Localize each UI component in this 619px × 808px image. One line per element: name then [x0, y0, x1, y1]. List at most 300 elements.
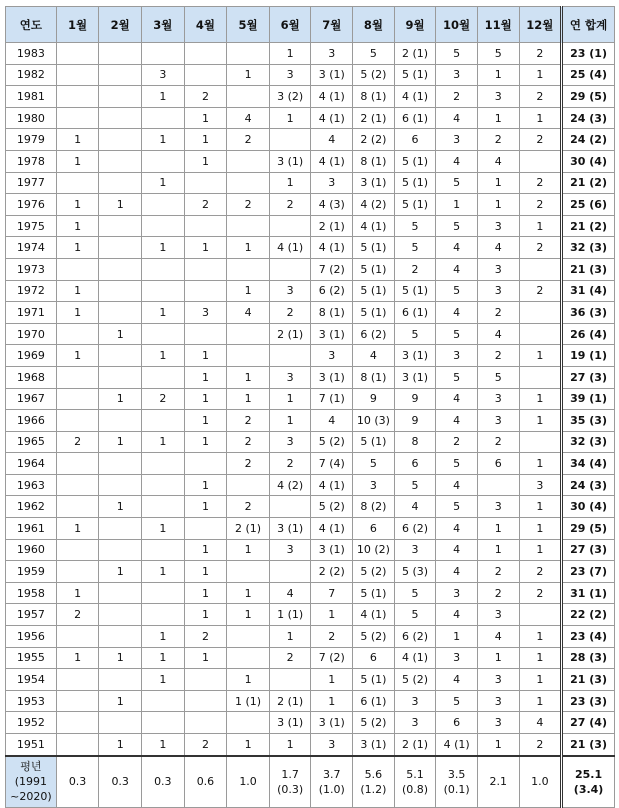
month-count-cell: 4	[477, 150, 519, 172]
month-count-cell: 3 (1)	[353, 172, 395, 194]
table-row	[6, 366, 615, 388]
month-count-cell: 1	[269, 172, 311, 194]
month-count-cell	[56, 410, 99, 432]
month-count-cell: 1	[184, 604, 227, 626]
year-cell: 1975	[6, 215, 57, 237]
table-row	[6, 712, 615, 734]
month-count-cell: 1	[142, 518, 185, 540]
month-count-cell: 1	[99, 496, 142, 518]
month-count-cell: 4	[394, 496, 436, 518]
month-count-cell	[99, 258, 142, 280]
month-count-cell: 1	[99, 647, 142, 669]
header-month: 8월	[353, 7, 395, 43]
month-count-cell	[99, 172, 142, 194]
month-count-cell: 1	[227, 388, 270, 410]
month-count-cell: 3	[436, 129, 478, 151]
table-row	[6, 647, 615, 669]
month-count-cell: 5 (1)	[353, 280, 395, 302]
month-count-cell	[56, 474, 99, 496]
month-count-cell	[184, 43, 227, 65]
month-count-cell: 3	[477, 604, 519, 626]
month-count-cell: 3	[311, 172, 353, 194]
table-row	[6, 345, 615, 367]
month-count-cell: 5	[436, 496, 478, 518]
month-count-cell: 3 (1)	[311, 64, 353, 86]
month-count-cell: 1	[227, 669, 270, 691]
month-count-cell: 1	[56, 518, 99, 540]
annual-total-cell: 24 (2)	[562, 129, 615, 151]
month-count-cell: 8 (1)	[311, 302, 353, 324]
month-count-cell: 6	[353, 518, 395, 540]
month-count-cell: 2	[184, 626, 227, 648]
year-cell: 1959	[6, 561, 57, 583]
month-count-cell: 3	[269, 431, 311, 453]
annual-total-cell: 31 (1)	[562, 582, 615, 604]
month-count-cell: 9	[394, 410, 436, 432]
month-count-cell	[142, 258, 185, 280]
annual-total-cell: 27 (3)	[562, 366, 615, 388]
month-count-cell: 3	[477, 669, 519, 691]
month-count-cell: 1	[477, 64, 519, 86]
typhoon-frequency-table	[5, 6, 615, 808]
month-count-cell: 3	[142, 64, 185, 86]
month-count-cell: 6 (2)	[353, 323, 395, 345]
month-count-cell: 4 (1)	[311, 107, 353, 129]
month-count-cell: 2	[519, 194, 562, 216]
month-count-cell	[227, 712, 270, 734]
month-count-cell: 5 (1)	[394, 280, 436, 302]
year-cell: 1969	[6, 345, 57, 367]
year-cell: 1973	[6, 258, 57, 280]
month-count-cell	[184, 172, 227, 194]
month-count-cell: 1	[477, 194, 519, 216]
annual-total-cell: 21 (2)	[562, 215, 615, 237]
year-cell: 1972	[6, 280, 57, 302]
header-annual-total: 연 합계	[562, 7, 615, 43]
month-count-cell	[56, 258, 99, 280]
month-count-cell	[227, 215, 270, 237]
month-count-cell: 5 (1)	[394, 150, 436, 172]
month-count-cell	[56, 366, 99, 388]
table-row	[6, 518, 615, 540]
year-cell: 1981	[6, 86, 57, 108]
month-count-cell: 3 (1)	[394, 345, 436, 367]
month-count-cell: 1	[142, 734, 185, 756]
month-count-cell: 2	[311, 626, 353, 648]
month-count-cell: 5 (2)	[311, 496, 353, 518]
average-month-cell: 5.1 (0.8)	[394, 756, 436, 808]
month-count-cell: 4 (1)	[269, 237, 311, 259]
annual-total-cell: 21 (3)	[562, 258, 615, 280]
month-count-cell	[99, 474, 142, 496]
month-count-cell: 4 (2)	[269, 474, 311, 496]
month-count-cell	[142, 150, 185, 172]
month-count-cell: 5 (1)	[353, 431, 395, 453]
month-count-cell: 2 (1)	[394, 43, 436, 65]
year-cell: 1962	[6, 496, 57, 518]
month-count-cell: 5 (2)	[353, 561, 395, 583]
table-row	[6, 237, 615, 259]
year-cell: 1980	[6, 107, 57, 129]
year-cell: 1961	[6, 518, 57, 540]
month-count-cell: 10 (2)	[353, 539, 395, 561]
month-count-cell: 4	[269, 582, 311, 604]
month-count-cell	[99, 626, 142, 648]
header-year: 연도	[6, 7, 57, 43]
month-count-cell: 4 (1)	[311, 150, 353, 172]
month-count-cell: 1	[184, 647, 227, 669]
table-footer	[6, 756, 615, 808]
month-count-cell: 2	[519, 582, 562, 604]
month-count-cell: 1	[227, 64, 270, 86]
month-count-cell: 5	[394, 323, 436, 345]
month-count-cell: 2	[436, 431, 478, 453]
month-count-cell	[269, 669, 311, 691]
month-count-cell: 1	[184, 561, 227, 583]
month-count-cell: 4	[227, 107, 270, 129]
month-count-cell: 5	[477, 43, 519, 65]
month-count-cell: 5 (1)	[353, 669, 395, 691]
average-month-cell: 1.0	[519, 756, 562, 808]
month-count-cell	[184, 690, 227, 712]
month-count-cell: 6 (1)	[394, 302, 436, 324]
month-count-cell: 1	[227, 366, 270, 388]
month-count-cell: 2 (2)	[311, 561, 353, 583]
month-count-cell: 1	[227, 539, 270, 561]
month-count-cell: 4	[477, 323, 519, 345]
month-count-cell: 4	[436, 604, 478, 626]
month-count-cell: 9	[353, 388, 395, 410]
month-count-cell: 1	[477, 539, 519, 561]
month-count-cell: 3	[477, 690, 519, 712]
table-row	[6, 64, 615, 86]
month-count-cell	[269, 496, 311, 518]
annual-total-cell: 19 (1)	[562, 345, 615, 367]
month-count-cell	[56, 669, 99, 691]
month-count-cell: 4 (2)	[353, 194, 395, 216]
month-count-cell: 1	[56, 129, 99, 151]
month-count-cell	[184, 518, 227, 540]
header-month: 5월	[227, 7, 270, 43]
year-cell: 1955	[6, 647, 57, 669]
month-count-cell: 4	[436, 518, 478, 540]
month-count-cell: 5	[436, 43, 478, 65]
month-count-cell	[142, 474, 185, 496]
month-count-cell: 1	[142, 345, 185, 367]
annual-total-cell: 35 (3)	[562, 410, 615, 432]
table-row	[6, 626, 615, 648]
annual-total-cell: 28 (3)	[562, 647, 615, 669]
month-count-cell: 7 (2)	[311, 258, 353, 280]
table-row	[6, 388, 615, 410]
month-count-cell	[56, 734, 99, 756]
month-count-cell	[184, 323, 227, 345]
header-month: 12월	[519, 7, 562, 43]
month-count-cell: 1	[184, 150, 227, 172]
annual-total-cell: 36 (3)	[562, 302, 615, 324]
month-count-cell	[227, 323, 270, 345]
table-row	[6, 107, 615, 129]
month-count-cell: 3	[477, 410, 519, 432]
month-count-cell: 3	[477, 496, 519, 518]
month-count-cell: 3	[436, 64, 478, 86]
month-count-cell: 4	[436, 561, 478, 583]
month-count-cell: 2	[142, 388, 185, 410]
table-row	[6, 539, 615, 561]
month-count-cell: 2	[227, 431, 270, 453]
month-count-cell	[142, 496, 185, 518]
month-count-cell	[142, 453, 185, 475]
table-row	[6, 215, 615, 237]
month-count-cell: 5	[477, 366, 519, 388]
month-count-cell: 3 (1)	[353, 734, 395, 756]
month-count-cell	[99, 410, 142, 432]
month-count-cell	[227, 626, 270, 648]
month-count-cell: 3	[311, 43, 353, 65]
month-count-cell: 2	[56, 431, 99, 453]
month-count-cell: 7	[311, 582, 353, 604]
month-count-cell: 3 (1)	[311, 712, 353, 734]
month-count-cell: 5	[394, 474, 436, 496]
month-count-cell: 4	[519, 712, 562, 734]
month-count-cell: 2 (1)	[394, 734, 436, 756]
month-count-cell: 1	[142, 647, 185, 669]
header-month: 2월	[99, 7, 142, 43]
table-row	[6, 43, 615, 65]
month-count-cell: 2	[184, 86, 227, 108]
month-count-cell: 3	[184, 302, 227, 324]
table-row	[6, 604, 615, 626]
month-count-cell: 4 (1)	[394, 647, 436, 669]
month-count-cell	[99, 280, 142, 302]
month-count-cell: 5 (3)	[394, 561, 436, 583]
month-count-cell	[99, 43, 142, 65]
month-count-cell: 1	[142, 302, 185, 324]
month-count-cell: 3	[477, 712, 519, 734]
month-count-cell: 3	[394, 539, 436, 561]
annual-total-cell: 25 (6)	[562, 194, 615, 216]
table-row	[6, 129, 615, 151]
month-count-cell: 3	[519, 474, 562, 496]
month-count-cell: 5	[436, 280, 478, 302]
annual-total-cell: 23 (7)	[562, 561, 615, 583]
month-count-cell: 4	[353, 345, 395, 367]
month-count-cell: 4	[436, 302, 478, 324]
month-count-cell	[269, 129, 311, 151]
month-count-cell: 3 (2)	[269, 86, 311, 108]
month-count-cell: 1	[269, 43, 311, 65]
table-row	[6, 410, 615, 432]
month-count-cell: 4	[436, 669, 478, 691]
month-count-cell: 5	[436, 690, 478, 712]
month-count-cell: 2	[56, 604, 99, 626]
month-count-cell	[142, 107, 185, 129]
annual-total-cell: 26 (4)	[562, 323, 615, 345]
month-count-cell	[142, 280, 185, 302]
month-count-cell	[184, 64, 227, 86]
table-row	[6, 669, 615, 691]
month-count-cell: 1	[519, 453, 562, 475]
month-count-cell: 4 (1)	[353, 604, 395, 626]
month-count-cell: 2	[519, 237, 562, 259]
month-count-cell: 1	[142, 431, 185, 453]
month-count-cell	[56, 453, 99, 475]
month-count-cell: 1	[519, 626, 562, 648]
month-count-cell: 1	[184, 410, 227, 432]
month-count-cell: 1	[142, 669, 185, 691]
month-count-cell: 3	[477, 258, 519, 280]
month-count-cell	[142, 539, 185, 561]
month-count-cell: 1	[184, 539, 227, 561]
month-count-cell: 1	[184, 388, 227, 410]
annual-total-cell: 22 (2)	[562, 604, 615, 626]
month-count-cell: 2	[269, 194, 311, 216]
month-count-cell	[56, 626, 99, 648]
month-count-cell: 1	[184, 431, 227, 453]
month-count-cell: 3 (1)	[269, 150, 311, 172]
month-count-cell	[99, 345, 142, 367]
month-count-cell: 1	[227, 604, 270, 626]
month-count-cell: 2	[519, 280, 562, 302]
month-count-cell	[184, 453, 227, 475]
header-month: 11월	[477, 7, 519, 43]
month-count-cell: 7 (4)	[311, 453, 353, 475]
month-count-cell: 1	[184, 366, 227, 388]
month-count-cell	[519, 366, 562, 388]
month-count-cell: 4 (1)	[311, 518, 353, 540]
month-count-cell: 5 (1)	[353, 582, 395, 604]
month-count-cell: 5	[394, 582, 436, 604]
table-row	[6, 172, 615, 194]
month-count-cell: 4 (1)	[353, 215, 395, 237]
month-count-cell: 5	[394, 237, 436, 259]
month-count-cell: 1	[519, 64, 562, 86]
month-count-cell: 6	[436, 712, 478, 734]
month-count-cell: 5	[394, 215, 436, 237]
month-count-cell	[56, 323, 99, 345]
month-count-cell	[227, 43, 270, 65]
average-month-cell: 1.0	[227, 756, 270, 808]
year-cell: 1958	[6, 582, 57, 604]
annual-total-cell: 32 (3)	[562, 431, 615, 453]
month-count-cell: 1	[477, 518, 519, 540]
month-count-cell: 1	[269, 388, 311, 410]
month-count-cell: 6 (1)	[353, 690, 395, 712]
month-count-cell	[142, 194, 185, 216]
month-count-cell: 2	[477, 582, 519, 604]
month-count-cell	[56, 43, 99, 65]
month-count-cell: 4	[436, 150, 478, 172]
average-month-cell: 0.6	[184, 756, 227, 808]
table-row	[6, 453, 615, 475]
month-count-cell: 1	[477, 107, 519, 129]
month-count-cell: 10 (3)	[353, 410, 395, 432]
month-count-cell: 1	[142, 237, 185, 259]
month-count-cell: 1	[184, 129, 227, 151]
month-count-cell: 1	[227, 734, 270, 756]
month-count-cell: 1	[56, 237, 99, 259]
year-cell: 1957	[6, 604, 57, 626]
month-count-cell	[519, 258, 562, 280]
month-count-cell	[477, 474, 519, 496]
month-count-cell: 1	[56, 582, 99, 604]
month-count-cell: 1	[142, 561, 185, 583]
month-count-cell: 2	[394, 258, 436, 280]
month-count-cell: 1	[56, 345, 99, 367]
month-count-cell: 2	[477, 302, 519, 324]
table-row	[6, 561, 615, 583]
annual-total-cell: 21 (2)	[562, 172, 615, 194]
month-count-cell	[142, 366, 185, 388]
month-count-cell: 1	[99, 323, 142, 345]
month-count-cell: 5 (1)	[394, 172, 436, 194]
month-count-cell: 3 (1)	[269, 518, 311, 540]
month-count-cell: 1	[519, 388, 562, 410]
month-count-cell	[56, 388, 99, 410]
month-count-cell	[519, 323, 562, 345]
month-count-cell: 1	[142, 172, 185, 194]
month-count-cell	[99, 215, 142, 237]
month-count-cell: 1	[269, 734, 311, 756]
month-count-cell: 3	[436, 345, 478, 367]
annual-total-cell: 32 (3)	[562, 237, 615, 259]
year-cell: 1978	[6, 150, 57, 172]
month-count-cell	[142, 323, 185, 345]
table-row	[6, 474, 615, 496]
month-count-cell: 1	[311, 604, 353, 626]
average-month-cell: 5.6 (1.2)	[353, 756, 395, 808]
month-count-cell	[227, 474, 270, 496]
year-cell: 1956	[6, 626, 57, 648]
annual-total-cell: 27 (3)	[562, 539, 615, 561]
month-count-cell: 1	[184, 582, 227, 604]
average-month-cell: 0.3	[56, 756, 99, 808]
month-count-cell: 4	[436, 388, 478, 410]
month-count-cell: 6 (1)	[394, 107, 436, 129]
month-count-cell: 1	[519, 518, 562, 540]
month-count-cell: 1 (1)	[269, 604, 311, 626]
table-row	[6, 734, 615, 756]
month-count-cell: 1	[519, 345, 562, 367]
month-count-cell: 5 (2)	[394, 669, 436, 691]
month-count-cell: 4 (1)	[311, 474, 353, 496]
month-count-cell: 3	[394, 690, 436, 712]
month-count-cell: 5 (1)	[353, 258, 395, 280]
header-month: 6월	[269, 7, 311, 43]
annual-total-cell: 23 (1)	[562, 43, 615, 65]
year-cell: 1964	[6, 453, 57, 475]
month-count-cell: 2	[477, 431, 519, 453]
month-count-cell: 5 (1)	[353, 237, 395, 259]
month-count-cell: 2	[269, 302, 311, 324]
month-count-cell	[56, 539, 99, 561]
year-cell: 1954	[6, 669, 57, 691]
month-count-cell: 1	[99, 734, 142, 756]
month-count-cell	[142, 712, 185, 734]
month-count-cell	[142, 215, 185, 237]
month-count-cell: 3	[394, 712, 436, 734]
year-cell: 1982	[6, 64, 57, 86]
month-count-cell: 5	[353, 453, 395, 475]
month-count-cell: 5	[394, 604, 436, 626]
month-count-cell	[56, 86, 99, 108]
month-count-cell: 2	[227, 129, 270, 151]
month-count-cell: 4	[436, 474, 478, 496]
month-count-cell: 6 (2)	[311, 280, 353, 302]
month-count-cell: 2 (1)	[311, 215, 353, 237]
month-count-cell: 1	[227, 280, 270, 302]
month-count-cell: 1	[519, 410, 562, 432]
